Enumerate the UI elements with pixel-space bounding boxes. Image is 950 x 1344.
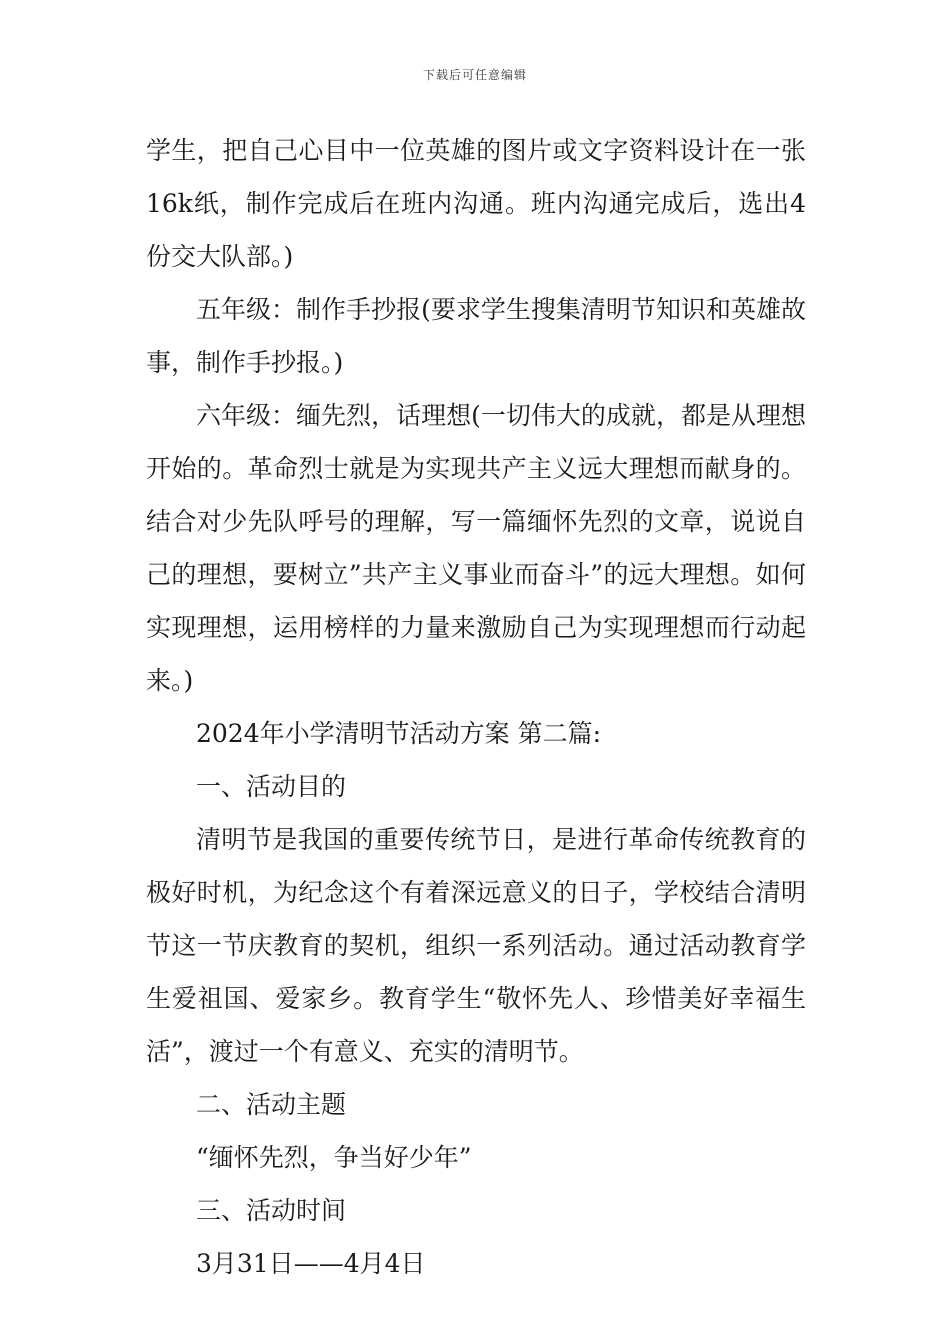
page-header-note: 下载后可任意编辑: [422, 68, 527, 82]
document-body: [146, 124, 806, 1290]
section-title: 2024年小学清明节活动方案 第二篇:: [196, 719, 601, 748]
activity-theme-text: “缅怀先烈，争当好少年”: [196, 1143, 472, 1172]
heading-activity-theme: 二、活动主题: [196, 1090, 347, 1119]
paragraph-grade6: 六年级：缅先烈，话理想(一切伟大的成就，都是从理想开始的。革命烈士就是为实现共产主义远大理想而献身的。结合对少先队呼号的理解，写一篇缅怀先烈的文章，说说自己的理想，要树立”共产主义事业而奋斗”的远大理想。如何实现理想，运用榜样的力量来激励自己为实现理想而行动起来。): [146, 401, 806, 695]
paragraph-activity-purpose: 清明节是我国的重要传统节日，是进行革命传统教育的极好时机，为纪念这个有着深远意义的日子，学校结合清明节这一节庆教育的契机，组织一系列活动。通过活动教育学生爱祖国、爱家乡。教育学生“敬怀先人、珍惜美好幸福生活”，渡过一个有意义、充实的清明节。: [146, 825, 806, 1066]
paragraph-grade4-continued: 学生，把自己心目中一位英雄的图片或文字资料设计在一张16k纸，制作完成后在班内沟通。班内沟通完成后，选出4份交大队部。): [146, 136, 806, 271]
heading-activity-purpose: 一、活动目的: [196, 772, 347, 801]
paragraph-grade5: 五年级：制作手抄报(要求学生搜集清明节知识和英雄故事，制作手抄报。): [146, 295, 806, 377]
activity-time-text: 3月31日——4月4日: [196, 1249, 426, 1278]
heading-activity-time: 三、活动时间: [196, 1196, 347, 1225]
